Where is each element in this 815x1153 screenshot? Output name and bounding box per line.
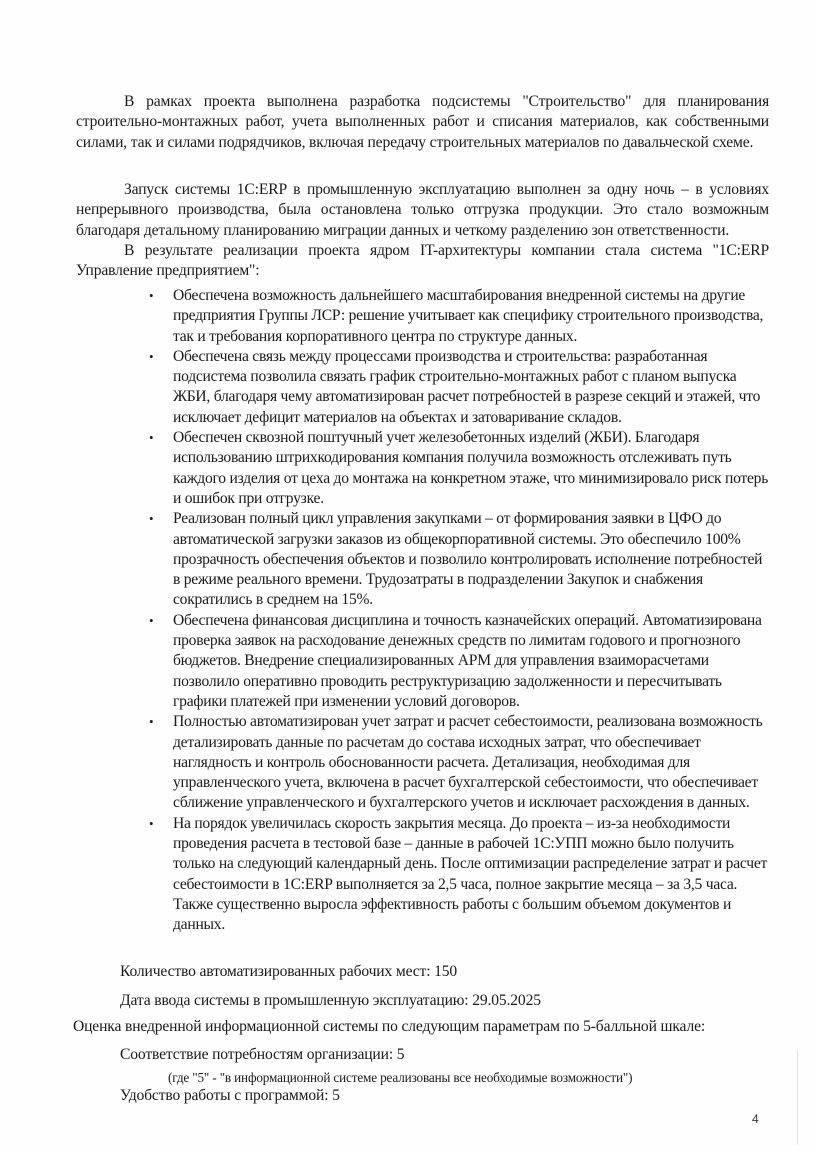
workstations-count: Количество автоматизированных рабочих мест: 150 bbox=[120, 963, 458, 980]
list-item bbox=[149, 286, 773, 347]
bullet-icon: • bbox=[149, 511, 154, 527]
list-item bbox=[149, 347, 773, 428]
list-item-text: Обеспечена связь между процессами производства и строительства: разработанная подсистема позволила связать график строительно-монтажных работ с планом выпуска ЖБИ, благодаря чему автоматизирован расчет потребностей в разрезе секций и этажей, что исключает дефицит материалов на объектах и затоваривание складов. bbox=[173, 347, 761, 426]
bullet-icon: • bbox=[149, 430, 154, 446]
bullet-icon: • bbox=[149, 815, 154, 831]
list-item-text: Обеспечена возможность дальнейшего масштабирования внедренной системы на другие предприятия Группы ЛСР: решение учитывает как специфику строительного производства, так и требования корпоративного центра по структуре данных. bbox=[173, 287, 764, 345]
list-item-text: На порядок увеличилась скорость закрытия месяца. До проекта – из-за необходимости проведения расчета в тестовой базе – данные в рабочей 1С:УПП можно было получить только на следующий календарный день. После оптимизации распределение затрат и расчет себестоимости в 1С:ERP выполняется за 2,5 часа, полное закрытие месяца – за 3,5 часа. Также существенно выросла эффективность работы с большим объемом документов и данных. bbox=[173, 814, 768, 934]
paragraph-text: В результате реализации проекта ядром IT-архитектуры компании стала система "1С:ERP Управление предприятием": bbox=[76, 242, 769, 280]
list-item-text: Полностью автоматизирован учет затрат и расчет себестоимости, реализована возможность детализировать данные по расчетам до состава исходных затрат, что обеспечивает наглядность и контроль обоснованности расчета. Детализация, необходимая для управленческого учета, включена в расчет бухгалтерской себестоимости, что обеспечивает сближение управленческого и бухгалтерского учетов и исключает расхождения в данных. bbox=[173, 713, 763, 812]
bullet-icon: • bbox=[149, 348, 154, 364]
bullet-icon: • bbox=[149, 714, 154, 730]
paragraph-launch bbox=[76, 180, 769, 241]
list-item-text: Обеспечен сквозной поштучный учет железобетонных изделий (ЖБИ). Благодаря использованию штрихкодирования компания получила возможность отслеживать путь каждого изделия от цеха до монтажа на конкретном этаже, что минимизировало риск потерь и ошибок при отгрузке. bbox=[173, 429, 769, 507]
paragraph-construction-subsystem bbox=[76, 92, 769, 153]
list-item bbox=[149, 712, 773, 813]
list-item bbox=[149, 428, 773, 509]
launch-date: Дата ввода системы в промышленную эксплуатацию: 29.05.2025 bbox=[120, 992, 541, 1009]
rating-intro: Оценка внедренной информационной системы по следующим параметрам по 5-балльной шкале: bbox=[73, 1018, 706, 1035]
paragraph-text: В рамках проекта выполнена разработка подсистемы "Строительство" для планирования строительно-монтажных работ, учета выполненных работ и списания материалов, как собственными силами, так и силами подрядчиков, включая передачу строительных материалов по давальческой схеме. bbox=[76, 93, 769, 151]
results-list bbox=[149, 286, 773, 936]
list-item bbox=[149, 611, 773, 712]
scan-edge-line bbox=[797, 1050, 798, 1145]
paragraph-results-intro bbox=[76, 241, 769, 282]
list-item bbox=[149, 814, 773, 936]
bullet-icon: • bbox=[149, 288, 154, 303]
rating-usability: Удобство работы с программой: 5 bbox=[120, 1087, 340, 1104]
rating-needs-note: (где "5" - "в информационной системе реализованы все необходимые возможности") bbox=[168, 1070, 633, 1085]
bullet-icon: • bbox=[149, 612, 154, 628]
list-item-text: Обеспечена финансовая дисциплина и точность казначейских операций. Автоматизирована проверка заявок на расходование денежных средств по лимитам годового и прогнозного бюджетов. Внедрение специализированных АРМ для управления взаиморасчетами позволило оперативно проводить реструктуризацию задолженности и пересчитывать графики платежей при изменении условий договоров. bbox=[173, 611, 762, 710]
paragraph-text: Запуск системы 1С:ERP в промышленную эксплуатацию выполнен за одну ночь – в условиях непрерывного производства, была остановлена только отгрузка продукции. Это стало возможным благодаря детальному планированию миграции данных и четкому разделению зон ответственности. bbox=[76, 181, 769, 239]
rating-needs: Соответствие потребностям организации: 5 bbox=[120, 1046, 405, 1063]
page-number: 4 bbox=[752, 1112, 759, 1126]
list-item bbox=[149, 509, 773, 610]
list-item-text: Реализован полный цикл управления закупками – от формирования заявки в ЦФО до автоматической загрузки заказов из общекорпоративной системы. Это обеспечило 100% прозрачность обеспечения объектов и позволило контролировать исполнение потребностей в режиме реального времени. Трудозатраты в подразделении Закупок и снабжения сократились в среднем на 15%. bbox=[173, 510, 763, 609]
